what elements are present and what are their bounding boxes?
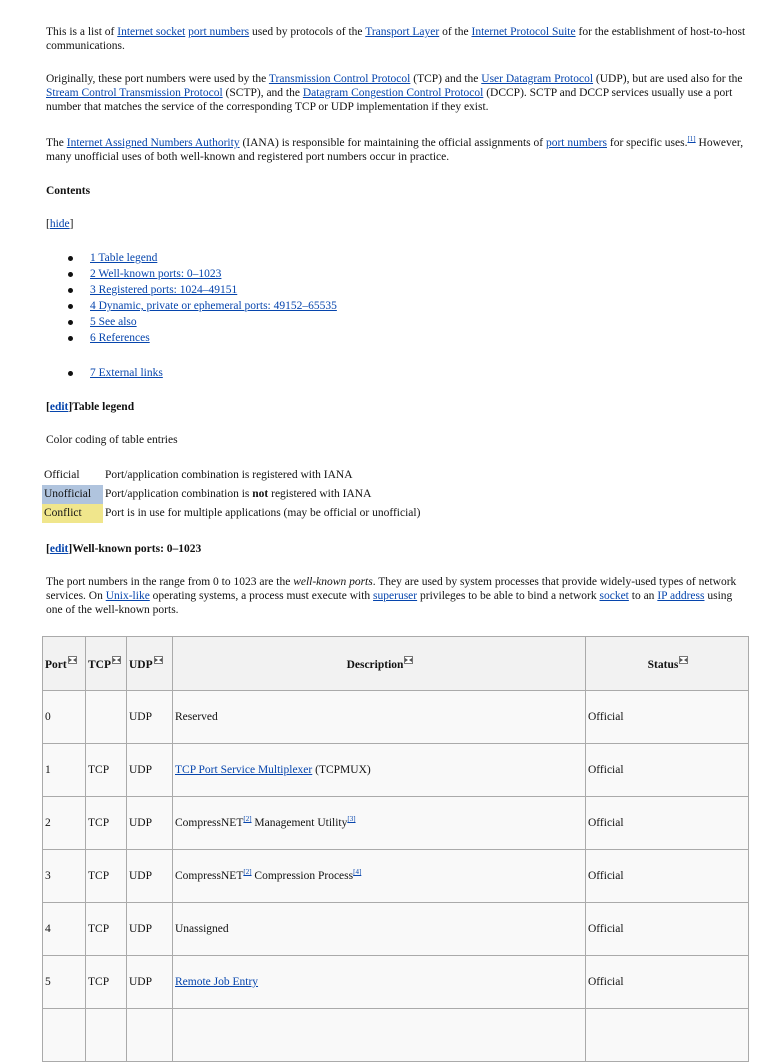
text: (DCCP). SCTP and DCCP services usually use a port number that matches the service of the corresponding TCP or UDP implementation if they exist. [46,87,733,113]
link-tcp[interactable]: Transmission Control Protocol [268,73,411,85]
table-row [43,903,749,956]
cell-tcp [86,691,127,744]
section-heading-well-known-ports [46,542,746,556]
text: The [46,137,67,149]
header-label: Port [45,658,67,671]
legend-table [42,466,423,523]
contents-heading: Contents [46,185,91,197]
text: privileges to be able to bind a network [417,590,600,602]
legend-label-unofficial: Unofficial [42,485,103,504]
toc-item [68,283,337,299]
cell-tcp: TCP [86,797,127,850]
toc-item [68,267,337,283]
toc-list [68,251,337,347]
link-superuser[interactable]: superuser [373,590,418,602]
hide-toc-link[interactable]: hide [49,218,70,230]
text: (UDP), but are used also for the [593,73,743,85]
cell-description [173,850,586,903]
cell-description [173,691,586,744]
cell-udp: UDP [127,797,173,850]
table-row [43,691,749,744]
intro-paragraph-3 [46,136,746,164]
column-header-port[interactable] [43,637,86,691]
table-row [43,850,749,903]
toc-item [68,366,163,382]
table-row [43,1009,749,1062]
toc-item [68,315,337,331]
cell-status [586,1009,749,1062]
toc-link-external-links[interactable]: 7 External links [90,367,163,379]
bracket: ] [68,401,73,413]
well-known-paragraph [46,575,746,617]
cell-tcp: TCP [86,956,127,1009]
edit-link[interactable]: edit [49,401,69,413]
cell-status: Official [586,956,749,1009]
legend-row [42,466,423,485]
link-transport-layer[interactable]: Transport Layer [365,26,440,38]
cell-port [43,1009,86,1062]
legend-row [42,504,423,523]
text: (TCP) and the [410,73,482,85]
description-text: Management Utility [251,817,348,829]
link-port-numbers[interactable]: port numbers [188,26,250,38]
cell-tcp: TCP [86,850,127,903]
link-internet-socket[interactable]: Internet socket [117,26,186,38]
legend-description [103,466,423,485]
text: used by protocols of the [249,26,366,38]
cell-port: 2 [43,797,86,850]
link-udp[interactable]: User Datagram Protocol [481,73,594,85]
header-label: Description [346,658,404,671]
ports-table [42,636,749,1062]
legend-row [42,485,423,504]
cell-status: Official [586,797,749,850]
text: operating systems, a process must execute with [149,590,374,602]
text: However, many unofficial uses of both well-known and registered port numbers occur in practice. [46,137,744,163]
citation-ref[interactable]: [1] [687,135,696,143]
link-ip-address[interactable]: IP address [657,590,705,602]
text: using one of the well-known ports. [46,590,733,616]
cell-port: 3 [43,850,86,903]
cell-status: Official [586,850,749,903]
text: Port/application combination is registered with IANA [105,469,353,481]
toc-link-references[interactable]: 6 References [90,332,150,344]
description-link[interactable]: TCP Port Service Multiplexer [175,764,313,776]
cell-status: Official [586,744,749,797]
intro-paragraph-1 [46,25,746,53]
cell-port: 5 [43,956,86,1009]
link-dccp[interactable]: Datagram Congestion Control Protocol [302,87,484,99]
toc-link-dynamic-ports[interactable]: 4 Dynamic, private or ephemeral ports: 49152–65535 [90,300,337,312]
cell-description [173,956,586,1009]
citation-ref[interactable]: [2] [243,868,252,876]
description-text: (TCPMUX) [312,764,371,776]
cell-port: 4 [43,903,86,956]
link-socket[interactable]: socket [599,590,629,602]
cell-udp: UDP [127,903,173,956]
cell-udp [127,1009,173,1062]
text: . They are used by system processes that provide widely-used types of network services. On [46,576,737,602]
header-label: TCP [88,658,111,671]
text: Port is in use for multiple applications (may be official or unofficial) [105,507,421,519]
text: Originally, these port numbers were used by the [46,73,269,85]
description-link[interactable]: Remote Job Entry [175,976,259,988]
toc-link-registered-ports[interactable]: 3 Registered ports: 1024–49151 [90,284,238,296]
sort-icon[interactable] [112,656,121,664]
toc-item [68,251,337,267]
cell-description [173,1009,586,1062]
cell-status: Official [586,903,749,956]
cell-udp: UDP [127,956,173,1009]
sort-icon[interactable] [679,656,688,664]
bracket: [ [46,543,50,555]
column-header-udp[interactable] [127,637,173,691]
legend-label-official: Official [44,469,80,481]
sort-icon[interactable] [68,656,77,664]
cell-status: Official [586,691,749,744]
bracket: [ [46,218,50,230]
text: This is a list of [46,26,118,38]
toc-item [68,331,337,347]
section-title: Table legend [72,401,135,413]
text: for the establishment of host-to-host communications. [46,26,746,52]
text: Port/application combination is [105,488,253,500]
description-text: CompressNET [175,870,244,882]
toc-toggle [46,217,746,231]
header-label: Status [647,658,679,671]
column-header-status[interactable] [586,637,749,691]
cell-port: 0 [43,691,86,744]
legend-caption: Color coding of table entries [46,434,178,446]
description-text: Compression Process [251,870,354,882]
legend-label-conflict: Conflict [42,504,103,523]
text: to an [628,590,658,602]
cell-tcp: TCP [86,903,127,956]
link-internet-protocol-suite[interactable]: Internet Protocol Suite [471,26,576,38]
legend-description [103,485,423,504]
table-row [43,744,749,797]
description-text: Reserved [175,711,218,723]
bracket: [ [46,401,50,413]
table-header-row [43,637,749,691]
section-heading-table-legend [46,400,746,414]
link-iana[interactable]: Internet Assigned Numbers Authority [66,137,240,149]
citation-ref[interactable]: [4] [353,868,362,876]
text: for specific uses. [606,137,688,149]
cell-udp: UDP [127,691,173,744]
sort-icon[interactable] [154,656,163,664]
table-row [43,797,749,850]
text: of the [439,26,472,38]
citation-ref[interactable]: [2] [243,815,252,823]
bracket: ] [69,218,74,230]
cell-udp: UDP [127,850,173,903]
text: (SCTP), and the [222,87,303,99]
text: (IANA) is responsible for maintaining the official assignments of [239,137,546,149]
link-port-numbers-2[interactable]: port numbers [545,137,607,149]
table-row [43,956,749,1009]
intro-paragraph-2 [46,72,746,114]
cell-description [173,797,586,850]
toc-link-table-legend[interactable]: 1 Table legend [90,252,158,264]
cell-tcp [86,1009,127,1062]
link-unix-like[interactable]: Unix-like [105,590,150,602]
legend-description [103,504,423,523]
cell-description [173,744,586,797]
column-header-tcp[interactable] [86,637,127,691]
citation-ref[interactable]: [3] [347,815,356,823]
section-title: Well-known ports: 0–1023 [72,543,202,555]
cell-tcp: TCP [86,744,127,797]
column-header-description[interactable] [173,637,586,691]
toc-link-well-known-ports[interactable]: 2 Well-known ports: 0–1023 [90,268,222,280]
description-text: CompressNET [175,817,244,829]
text: registered with IANA [268,488,372,500]
emphasis: well-known ports [293,576,373,588]
cell-description [173,903,586,956]
link-sctp[interactable]: Stream Control Transmission Protocol [46,87,223,99]
toc-item [68,299,337,315]
text: The port numbers in the range from 0 to 1023 are the [46,576,294,588]
bracket: ] [68,543,73,555]
description-text: Unassigned [175,923,229,935]
edit-link[interactable]: edit [49,543,69,555]
cell-udp: UDP [127,744,173,797]
sort-icon[interactable] [404,656,413,664]
emphasis: not [252,488,269,500]
toc-list-extra [68,366,163,382]
cell-port: 1 [43,744,86,797]
header-label: UDP [129,658,153,671]
toc-link-see-also[interactable]: 5 See also [90,316,137,328]
ports-table-body [43,691,749,1062]
